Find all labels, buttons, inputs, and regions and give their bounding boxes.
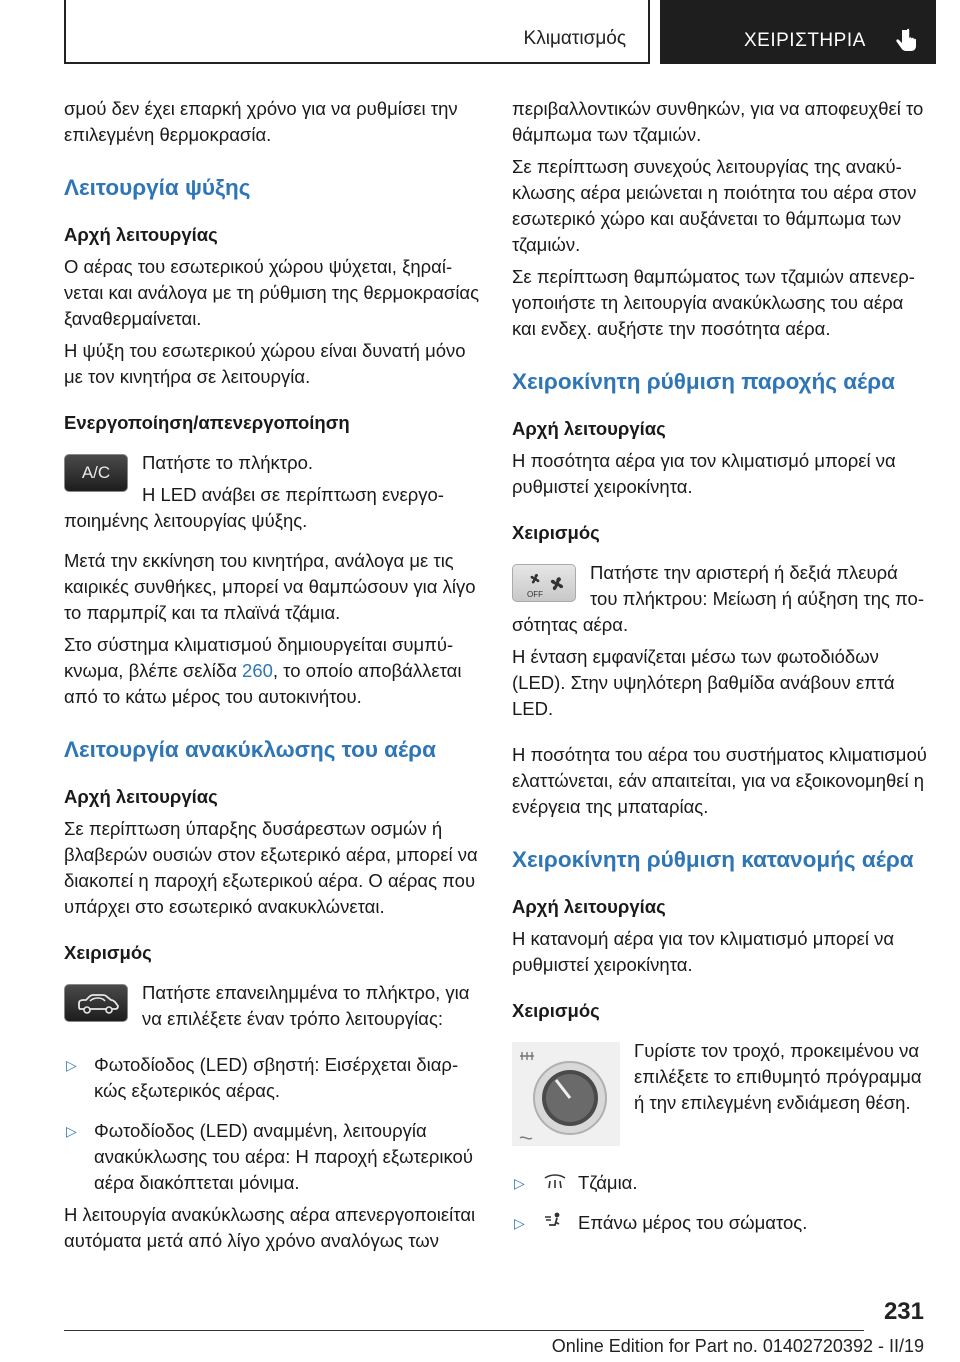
fan-button-image (512, 564, 576, 602)
heading-manual-airflow: Χειροκίνητη ρύθμιση παροχής αέρα (512, 369, 895, 394)
chapter-title: ΧΕΙΡΙΣΤΗΡΙΑ (744, 30, 866, 51)
paragraph: Η ποσότητα αέρα για τον κλιματισμό μπορεί να ρυθμιστεί χειροκίνητα. (512, 450, 896, 497)
page-link[interactable]: 260 (242, 660, 273, 681)
footer-edition: Online Edition for Part no. 01402720392 - II/19 (551, 1336, 924, 1356)
rotary-knob-icon (512, 1042, 620, 1146)
paragraph: Σε περίπτωση συνεχούς λειτουργίας της ανακύκλωσης αέρα μειώνεται η ποιότητα του αέρα στον εσωτερικό χώρο και αυξάνεται το θάμπωμα των τζαμιών. (512, 156, 917, 255)
recirculation-button-image (64, 984, 128, 1022)
paragraph: Πατήστε το πλήκτρο. (142, 452, 314, 473)
hand-pointer-icon (894, 28, 920, 54)
subheading-principle: Αρχή λειτουργίας (64, 786, 218, 807)
paragraph: Η ποσότητα του αέρα του συστήματος κλιματισμού ελαττώνεται, εάν απαιτείται, για να εξοικονομηθεί η ενέργεια της μπαταρίας. (512, 744, 927, 817)
subheading-operation: Χειρισμός (512, 1000, 600, 1021)
list-item: ▷ Φωτοδίοδος (LED) σβηστή: Εισέρχεται διαρκώς εξωτερικός αέρας. (66, 1054, 459, 1101)
paragraph: Η LED ανάβει σε περίπτωση ενεργοποιημένης λειτουργίας ψύξης. (64, 484, 444, 531)
chapter-tab (660, 0, 936, 64)
paragraph: περιβαλλοντικών συνθηκών, για να αποφευχθεί το θάμπωμα των τζαμιών. (512, 98, 924, 145)
subheading-principle: Αρχή λειτουργίας (64, 224, 218, 245)
header-section-box (64, 0, 650, 64)
subheading-principle: Αρχή λειτουργίας (512, 896, 666, 917)
subheading-principle: Αρχή λειτουργίας (512, 418, 666, 439)
subheading-onoff: Ενεργοποίηση/απενεργοποίηση (64, 412, 350, 433)
heading-air-distribution: Χειροκίνητη ρύθμιση κατανομής αέρα (512, 847, 914, 872)
fan-icon (513, 565, 577, 603)
subheading-operation: Χειρισμός (64, 942, 152, 963)
paragraph: Μετά την εκκίνηση του κινητήρα, ανάλογα με τις καιρικές συνθήκες, μπορεί να θαμπώσουν για λίγο το παρμπρίζ και τα πλαϊνά τζάμια. (64, 550, 476, 623)
bullet-triangle-icon: ▷ (514, 1215, 525, 1231)
windshield-icon (542, 1172, 568, 1192)
page-number: 231 (883, 1298, 924, 1325)
paragraph: Σε περίπτωση θαμπώματος των τζαμιών απενεργοποιήστε τη λειτουργία ανακύκλωσης του αέρα και ενδεχ. αυξήστε την ποσότητα αέρα. (512, 266, 915, 339)
list-item: ▷ Τζάμια. (512, 1170, 930, 1196)
car-recirculation-icon (65, 985, 129, 1023)
heading-recirculation: Λειτουργία ανακύκλωσης του αέρα (64, 737, 436, 762)
bullet-triangle-icon: ▷ (66, 1057, 77, 1073)
footer-divider (64, 1330, 864, 1331)
paragraph: Η κατανομή αέρα για τον κλιματισμό μπορεί να ρυθμιστεί χειροκίνητα. (512, 928, 895, 975)
heading-cooling: Λειτουργία ψύξης (64, 175, 251, 200)
paragraph: Η ένταση εμφανίζεται μέσω των φωτοδιόδων (LED). Στην υψηλότερη βαθμίδα ανάβουν επτά LED. (512, 646, 895, 719)
bullet-triangle-icon: ▷ (514, 1175, 525, 1191)
left-column (64, 96, 482, 1254)
list-item: ▷ Φωτοδίοδος (LED) αναμμένη, λειτουργία ανακύκλωσης του αέρα: Η παροχή εξωτερικού αέρα διακόπτεται μόνιμα. (66, 1120, 473, 1193)
paragraph: Σε περίπτωση ύπαρξης δυσάρεστων οσμών ή βλαβερών ουσιών στον εξωτερικό αέρα, μπορεί να διακοπεί η παροχή εξωτερικού αέρα. Ο αέρας που υπάρχει στο εσωτερικό ανακυκλώνεται. (64, 818, 478, 917)
paragraph: σμού δεν έχει επαρκή χρόνο για να ρυθμίσει την επιλεγμένη θερμοκρασία. (64, 98, 458, 145)
bullet-triangle-icon: ▷ (66, 1123, 77, 1139)
paragraph: Γυρίστε τον τροχό, προκειμένου να επιλέξετε το επιθυμητό πρόγραμμα ή την επιλεγμένη ενδιάμεση θέση. (634, 1040, 922, 1113)
paragraph: Ο αέρας του εσωτερικού χώρου ψύχεται, ξηραίνεται και ανάλογα με τη ρύθμιση της θερμοκρασίας ξαναθερμαίνεται. (64, 256, 480, 329)
paragraph: Πατήστε επανειλημμένα το πλήκτρο, για να επιλέξετε έναν τρόπο λειτουργίας: (142, 982, 470, 1029)
ac-button-image: A/C (64, 454, 128, 492)
section-title: Κλιματισμός (523, 28, 626, 49)
fan-off-label: OFF (527, 590, 543, 599)
paragraph: Στο σύστημα κλιματισμού δημιουργείται συμπύκνωμα, βλέπε σελίδα 260, το οποίο αποβάλλεται από το κάτω μέρος του αυτοκινήτου. (64, 634, 462, 707)
upper-body-icon (542, 1212, 568, 1232)
air-distribution-knob-image (512, 1042, 620, 1146)
right-column (512, 96, 930, 1236)
subheading-operation: Χειρισμός (512, 522, 600, 543)
paragraph: Η λειτουργία ανακύκλωσης αέρα απενεργοποιείται αυτόματα μετά από λίγο χρόνο αναλόγως των (64, 1204, 476, 1251)
list-item: ▷ Επάνω μέρος του σώματος. (512, 1210, 930, 1236)
paragraph: Η ψύξη του εσωτερικού χώρου είναι δυνατή μόνο με τον κινητήρα σε λειτουργία. (64, 340, 466, 387)
paragraph: Πατήστε την αριστερή ή δεξιά πλευρά του πλήκτρου: Μείωση ή αύξηση της ποσότητας αέρα. (512, 562, 924, 635)
